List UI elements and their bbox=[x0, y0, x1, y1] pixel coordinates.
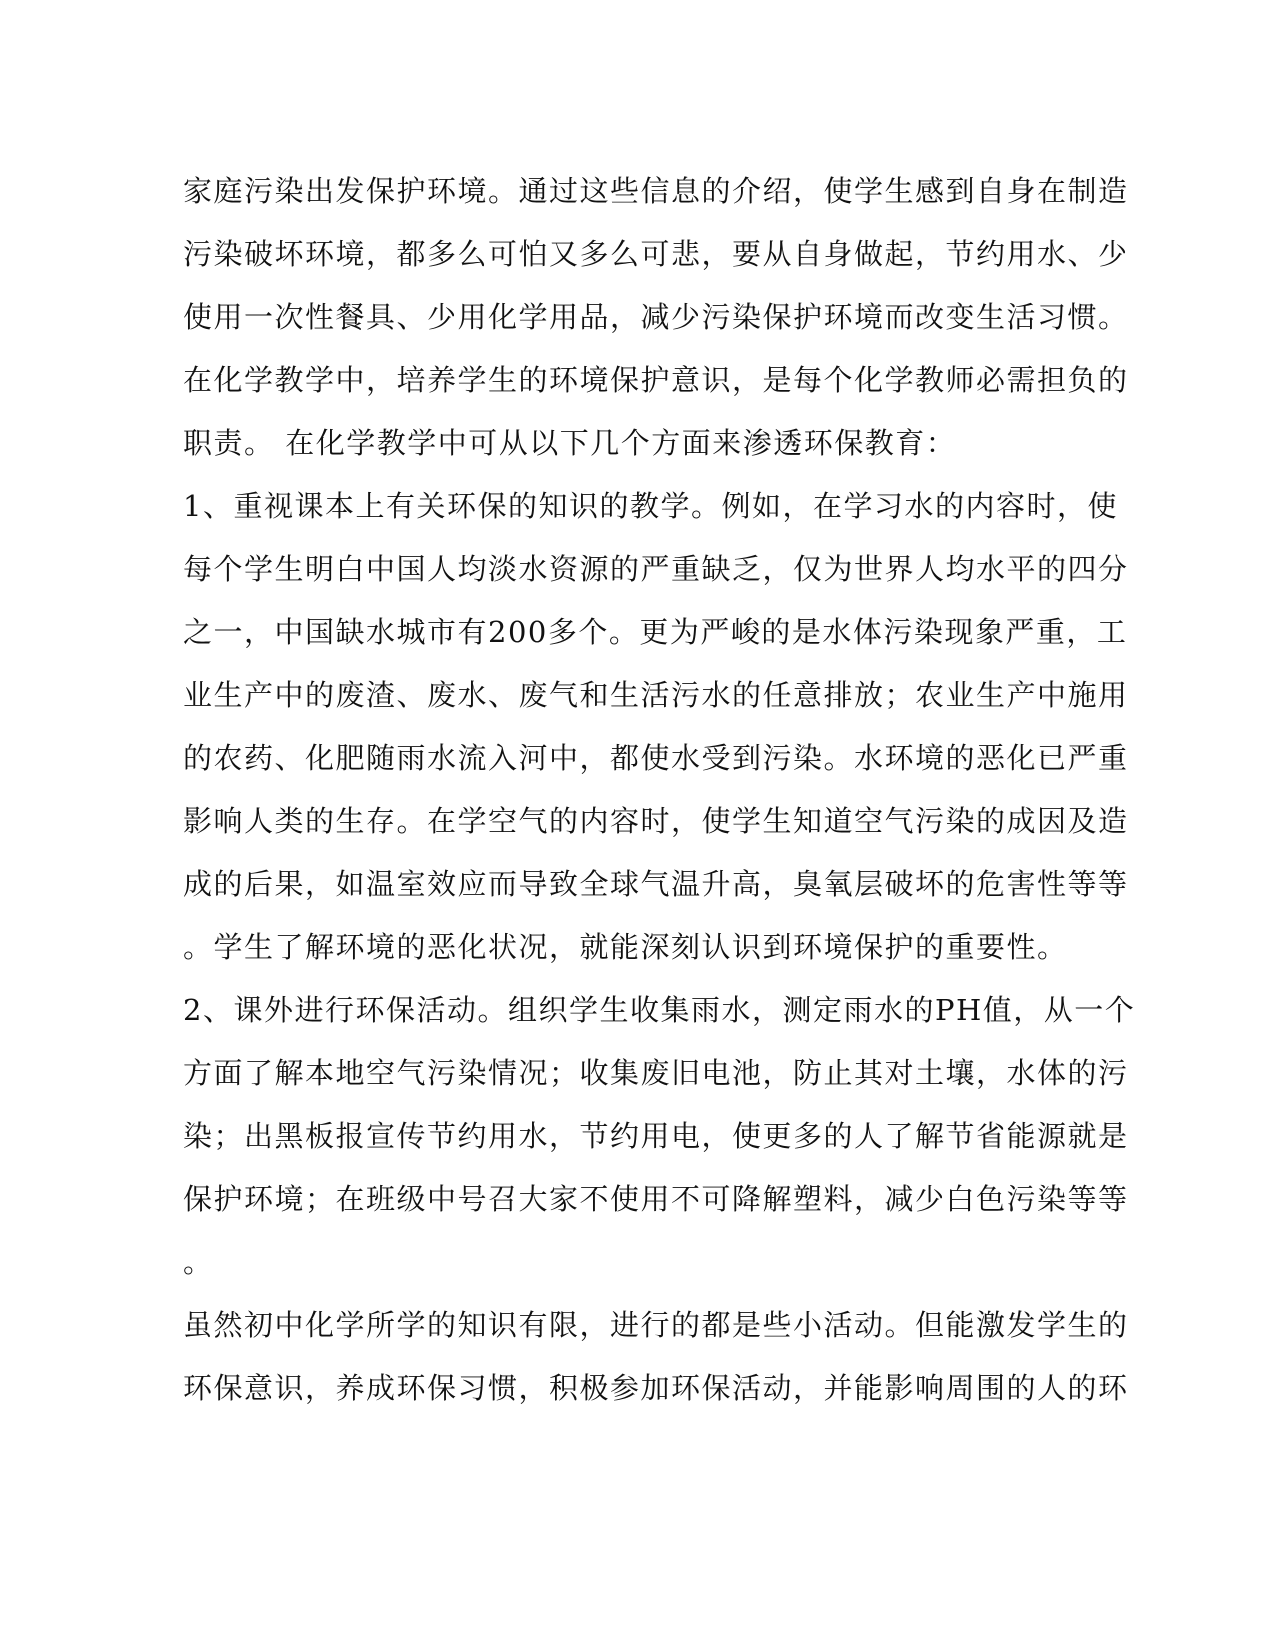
text-line: 成的后果，如温室效应而导致全球气温升高，臭氧层破坏的危害性等等 bbox=[183, 867, 1129, 901]
text-line: 在化学教学中，培养学生的环境保护意识，是每个化学教师必需担负的 bbox=[183, 363, 1129, 397]
text-line: 影响人类的生存。在学空气的内容时，使学生知道空气污染的成因及造 bbox=[183, 804, 1129, 838]
text-line: 使用一次性餐具、少用化学用品，减少污染保护环境而改变生活习惯。 bbox=[183, 300, 1129, 334]
text-line: 之一，中国缺水城市有200多个。更为严峻的是水体污染现象严重，工 bbox=[183, 615, 1128, 649]
text-line: 家庭污染出发保护环境。通过这些信息的介绍，使学生感到自身在制造 bbox=[183, 174, 1129, 208]
text-line: 的农药、化肥随雨水流入河中，都使水受到污染。水环境的恶化已严重 bbox=[183, 741, 1129, 775]
text-line: 污染破坏环境，都多么可怕又多么可悲，要从自身做起，节约用水、少 bbox=[183, 237, 1129, 271]
text-line: 每个学生明白中国人均淡水资源的严重缺乏，仅为世界人均水平的四分 bbox=[183, 552, 1129, 586]
text-line: 虽然初中化学所学的知识有限，进行的都是些小活动。但能激发学生的 bbox=[183, 1308, 1129, 1342]
text-line: 环保意识，养成环保习惯，积极参加环保活动，并能影响周围的人的环 bbox=[183, 1371, 1129, 1405]
body-text bbox=[183, 160, 1136, 1420]
text-line: 业生产中的废渣、废水、废气和生活污水的任意排放；农业生产中施用 bbox=[183, 678, 1129, 712]
text-line: 染；出黑板报宣传节约用水，节约用电，使更多的人了解节省能源就是 bbox=[183, 1119, 1129, 1153]
text-line: 1、重视课本上有关环保的知识的教学。例如，在学习水的内容时，使 bbox=[183, 489, 1118, 523]
text-line: 保护环境；在班级中号召大家不使用不可降解塑料，减少白色污染等等 bbox=[183, 1182, 1129, 1216]
text-line: 2、课外进行环保活动。组织学生收集雨水，测定雨水的PH值，从一个 bbox=[183, 993, 1136, 1027]
text-line: 职责。 在化学教学中可从以下几个方面来渗透环保教育： bbox=[183, 426, 957, 460]
text-line: 方面了解本地空气污染情况；收集废旧电池，防止其对土壤，水体的污 bbox=[183, 1056, 1129, 1090]
text-line: 。 bbox=[183, 1245, 214, 1279]
text-line: 。学生了解环境的恶化状况，就能深刻认识到环境保护的重要性。 bbox=[183, 930, 1068, 964]
